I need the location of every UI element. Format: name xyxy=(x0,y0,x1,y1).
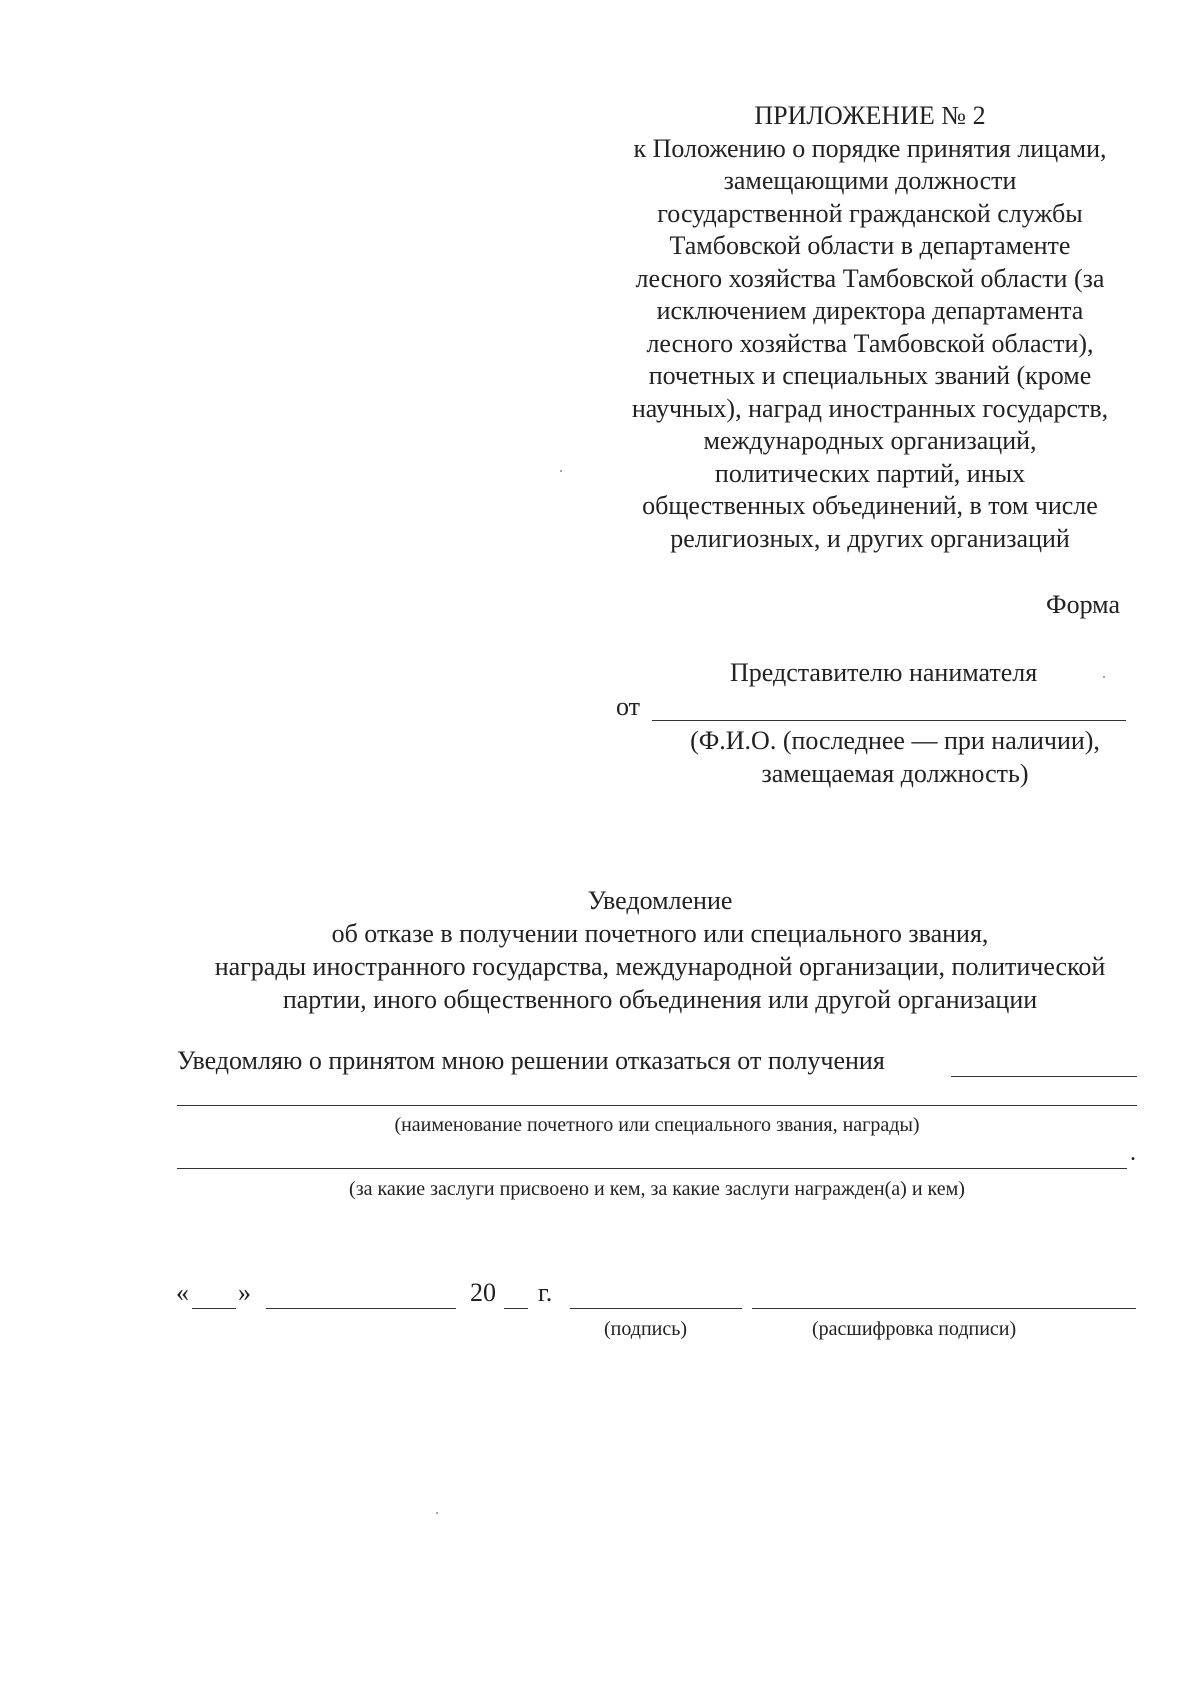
signature-field[interactable] xyxy=(570,1308,742,1309)
appendix-line: исключением директора департамента xyxy=(656,296,1084,325)
appendix-line: общественных объединений, в том числе xyxy=(642,491,1098,520)
year-prefix: 20 xyxy=(470,1278,496,1307)
from-label: от xyxy=(616,692,641,721)
notice-title: Уведомление xyxy=(587,886,733,915)
notice-heading xyxy=(150,884,1170,1016)
appendix-line: почетных и специальных званий (кроме xyxy=(648,361,1092,390)
notice-subtitle-line: партии, иного общественного объединения или другой организации xyxy=(282,985,1038,1014)
year-suffix: г. xyxy=(538,1278,553,1307)
award-name-field[interactable] xyxy=(177,1105,1137,1106)
appendix-line: Тамбовской области в департаменте xyxy=(669,231,1071,260)
merits-hint: (за какие заслуги присвоено и кем, за какие заслуги награжден(а) и кем) xyxy=(349,1178,965,1200)
sentence-end-mark: . xyxy=(1130,1140,1136,1166)
appendix-line: политических партий, иных xyxy=(714,458,1026,488)
award-field-start[interactable] xyxy=(951,1076,1137,1077)
notice-subtitle-line: награды иностранного государства, международной организации, политической xyxy=(214,952,1106,981)
scan-speck xyxy=(436,1512,438,1514)
close-quote: » xyxy=(238,1278,251,1307)
statement-row xyxy=(177,1046,1137,1080)
statement-text: Уведомляю о принятом мною решении отказаться от получения xyxy=(177,1046,885,1075)
signature-hint: (подпись) xyxy=(604,1318,688,1340)
form-label: Форма xyxy=(1046,590,1120,619)
fio-hint xyxy=(660,724,1130,790)
fio-hint-line: (Ф.И.О. (последнее — при наличии), xyxy=(690,726,1100,755)
appendix-header xyxy=(580,100,1160,555)
day-field[interactable] xyxy=(192,1308,236,1309)
open-quote: « xyxy=(176,1278,189,1307)
signature-decode-hint: (расшифровка подписи) xyxy=(812,1318,1017,1340)
appendix-line: международных организаций, xyxy=(703,426,1037,455)
appendix-line: замещающими должности xyxy=(723,166,1017,195)
appendix-line: лесного хозяйства Тамбовской области (за xyxy=(635,263,1105,293)
notice-subtitle-line: об отказе в получении почетного или специального звания, xyxy=(331,919,989,948)
date-signature-row xyxy=(176,1278,1136,1314)
appendix-line: государственной гражданской службы xyxy=(657,198,1083,228)
appendix-line: научных), наград иностранных государств, xyxy=(631,393,1109,423)
year-field[interactable] xyxy=(504,1308,528,1309)
scan-speck xyxy=(1103,676,1105,678)
appendix-line: религиозных, и других организаций xyxy=(670,523,1070,553)
merits-field[interactable] xyxy=(177,1168,1127,1169)
addressee-label: Представителю нанимателя xyxy=(730,658,1038,687)
award-name-hint: (наименование почетного или специального звания, награды) xyxy=(394,1114,920,1136)
scan-speck xyxy=(560,470,562,472)
fio-hint-line: замещаемая должность) xyxy=(761,759,1029,788)
signature-decode-field[interactable] xyxy=(752,1308,1136,1309)
from-name-field[interactable] xyxy=(652,720,1126,721)
from-row xyxy=(616,692,1126,726)
month-field[interactable] xyxy=(266,1308,456,1309)
appendix-title: ПРИЛОЖЕНИЕ № 2 xyxy=(754,101,986,130)
appendix-line: лесного хозяйства Тамбовской области), xyxy=(646,328,1094,358)
appendix-line: к Положению о порядке принятия лицами, xyxy=(633,133,1107,163)
